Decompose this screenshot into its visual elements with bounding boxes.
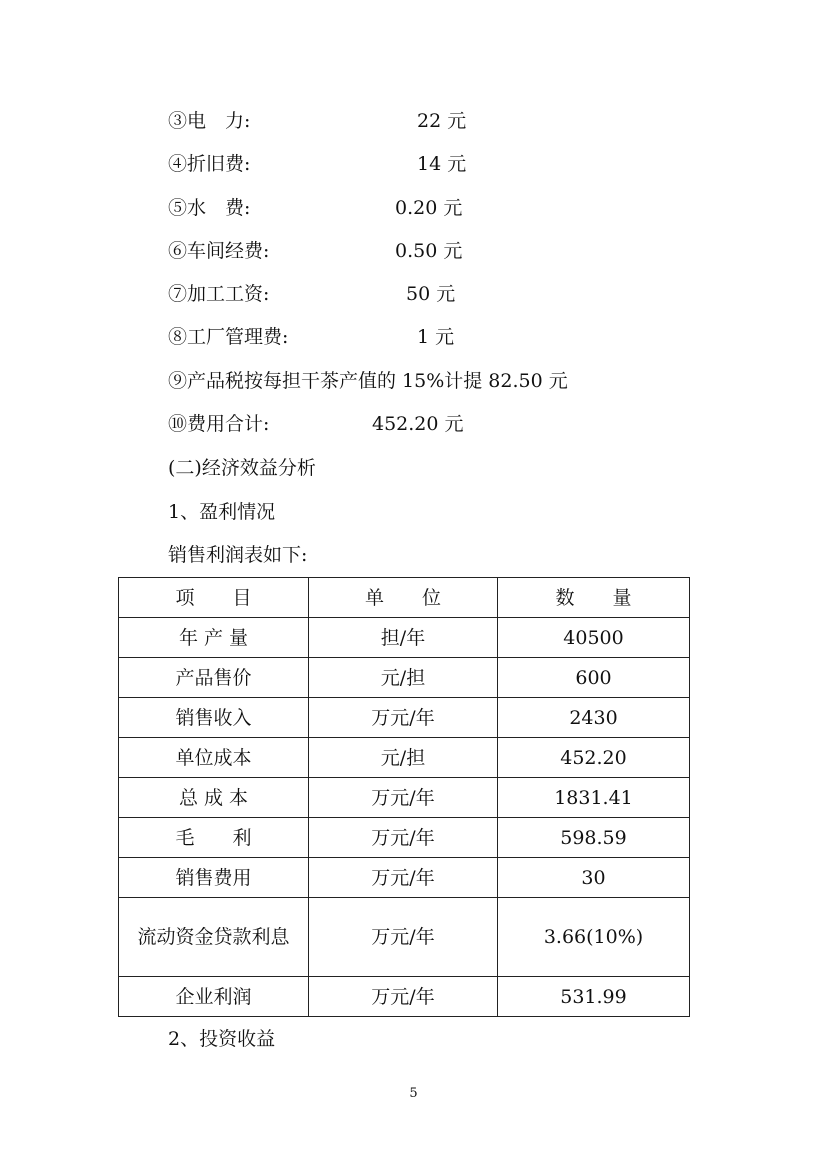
cost-item-label: ⑧工厂管理费: — [168, 326, 289, 348]
cost-item-label: ⑥车间经费: — [168, 240, 270, 262]
sales-profit-table — [118, 577, 690, 1017]
row-unit: 万元/年 — [309, 858, 498, 898]
row-unit: 万元/年 — [309, 898, 498, 977]
row-item: 企业利润 — [119, 977, 309, 1017]
row-quantity: 600 — [498, 658, 690, 698]
row-item: 流动资金贷款利息 — [119, 898, 309, 977]
cost-item-label: ③电 力: — [168, 110, 251, 132]
cost-item-value: 452.20 元 — [372, 413, 464, 435]
row-item: 总 成 本 — [119, 778, 309, 818]
table-row — [119, 977, 690, 1017]
table-row — [119, 698, 690, 738]
row-quantity: 452.20 — [498, 738, 690, 778]
row-unit: 元/担 — [309, 658, 498, 698]
row-item: 年 产 量 — [119, 618, 309, 658]
header-quantity: 数 量 — [498, 578, 690, 618]
cost-item-value: 1 元 — [417, 326, 455, 348]
row-quantity: 3.66(10%) — [498, 898, 690, 977]
cost-item-value: 14 元 — [417, 153, 467, 175]
row-item: 销售收入 — [119, 698, 309, 738]
row-quantity: 30 — [498, 858, 690, 898]
row-quantity: 598.59 — [498, 818, 690, 858]
row-unit: 元/担 — [309, 738, 498, 778]
row-quantity: 2430 — [498, 698, 690, 738]
table-header-row — [119, 578, 690, 618]
cost-item-label: ⑩费用合计: — [168, 413, 270, 435]
table-row — [119, 898, 690, 977]
table-row — [119, 858, 690, 898]
row-unit: 万元/年 — [309, 778, 498, 818]
row-quantity: 1831.41 — [498, 778, 690, 818]
table-row — [119, 738, 690, 778]
table-caption-text: 销售利润表如下: — [168, 544, 308, 566]
section-heading-text: (二)经济效益分析 — [168, 457, 316, 479]
cost-item-label: ⑨产品税按每担干茶产值的 15%计提 82.50 元 — [168, 370, 568, 392]
row-quantity: 531.99 — [498, 977, 690, 1017]
header-unit: 单 位 — [309, 578, 498, 618]
subsection-heading-text: 1、盈利情况 — [168, 501, 276, 523]
row-item: 毛 利 — [119, 818, 309, 858]
cost-item-label: ④折旧费: — [168, 153, 251, 175]
page-number: 5 — [409, 1086, 418, 1101]
header-item: 项 目 — [119, 578, 309, 618]
cost-item-value: 22 元 — [417, 110, 467, 132]
cost-item-value: 50 元 — [406, 283, 456, 305]
row-item: 销售费用 — [119, 858, 309, 898]
table-row — [119, 618, 690, 658]
row-unit: 万元/年 — [309, 818, 498, 858]
row-item: 单位成本 — [119, 738, 309, 778]
cost-item-value: 0.20 元 — [395, 197, 463, 219]
subsection-heading-text: 2、投资收益 — [168, 1028, 276, 1050]
cost-item-label: ⑤水 费: — [168, 197, 251, 219]
table-row — [119, 658, 690, 698]
row-unit: 万元/年 — [309, 977, 498, 1017]
row-unit: 万元/年 — [309, 698, 498, 738]
row-quantity: 40500 — [498, 618, 690, 658]
table-row — [119, 778, 690, 818]
table-row — [119, 818, 690, 858]
cost-item-value: 0.50 元 — [395, 240, 463, 262]
cost-item-label: ⑦加工工资: — [168, 283, 270, 305]
row-unit: 担/年 — [309, 618, 498, 658]
row-item: 产品售价 — [119, 658, 309, 698]
